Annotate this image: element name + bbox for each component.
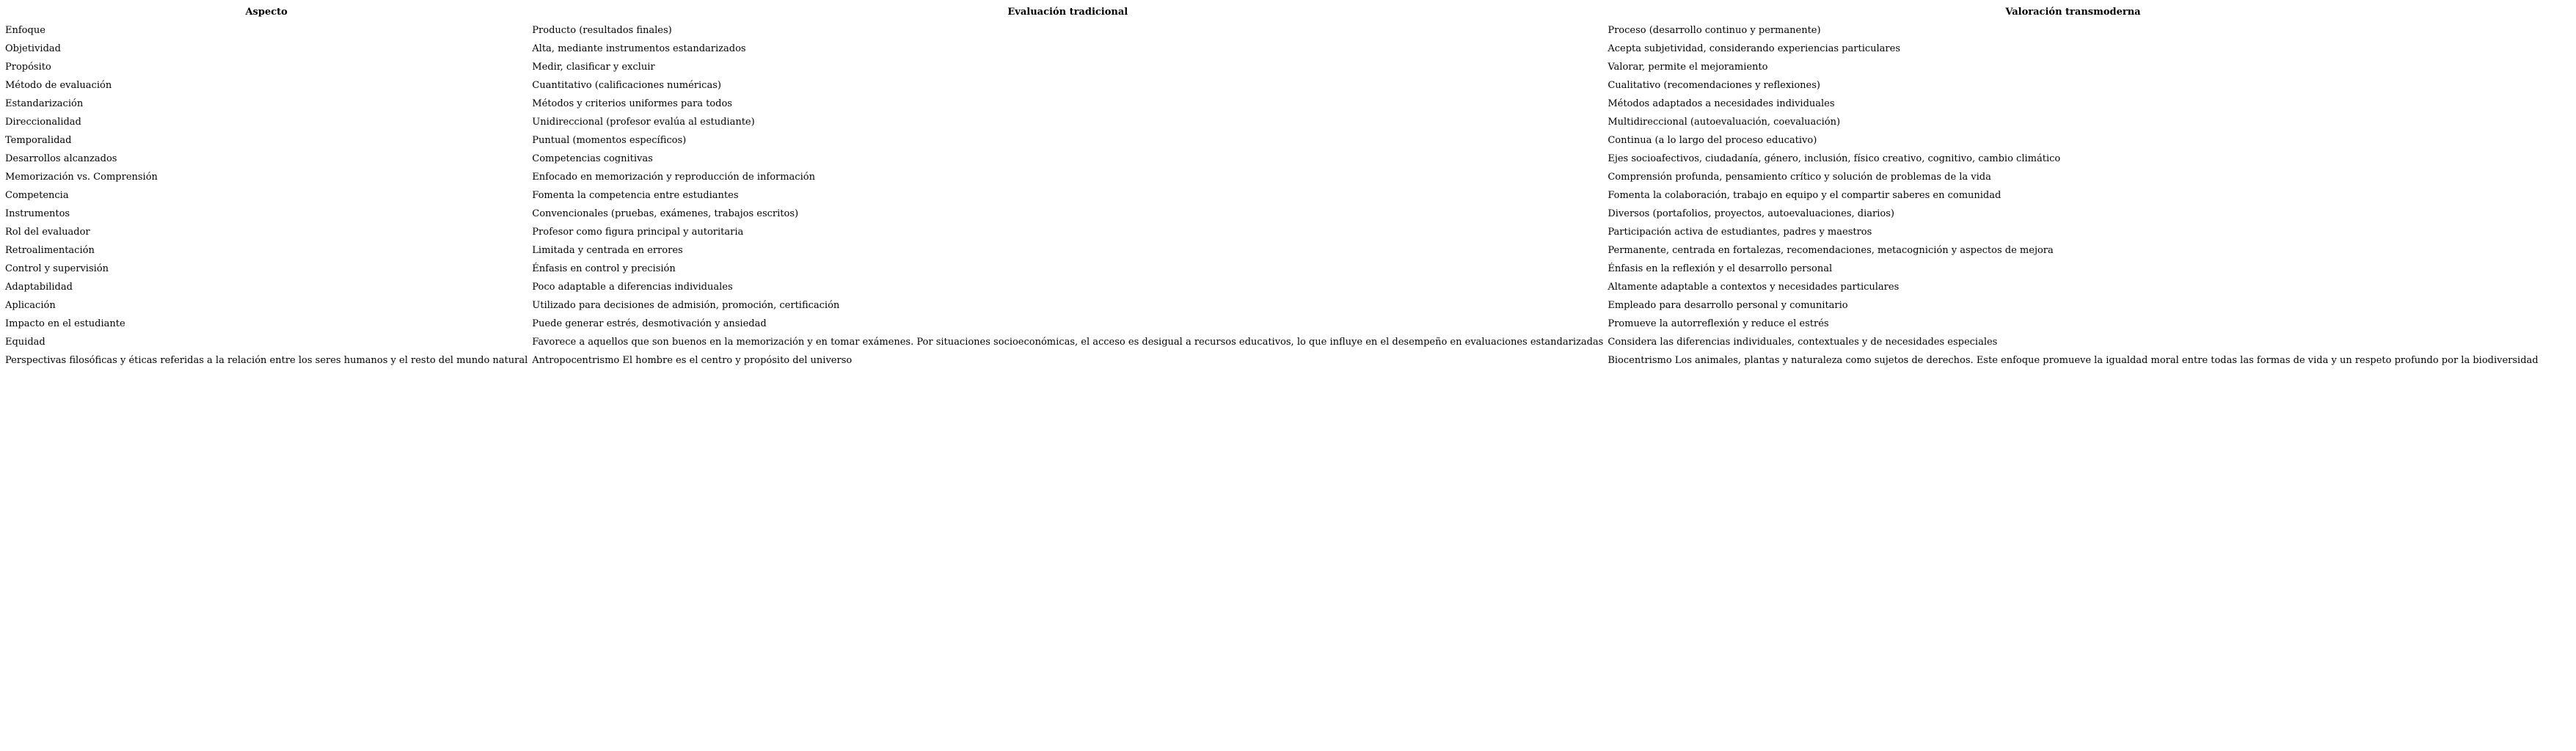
- cell-transmoderna: Métodos adaptados a necesidades individuales: [1608, 98, 1835, 109]
- cell-tradicional: Utilizado para decisiones de admisión, promoción, certificación: [532, 300, 840, 311]
- table-row: [3, 260, 2541, 278]
- cell-aspecto: Desarrollos alcanzados: [5, 153, 117, 164]
- header-evaluacion-tradicional: Evaluación tradicional: [1007, 7, 1128, 18]
- cell-tradicional: Favorece a aquellos que son buenos en la memorización y en tomar exámenes. Por situaciones socioeconómicas, el acceso es desigual a recursos educativos, lo que influye en el desempeño en evaluaciones estandarizadas: [532, 337, 1604, 348]
- cell-transmoderna: Permanente, centrada en fortalezas, recomendaciones, metacognición y aspectos de mejora: [1608, 245, 2054, 256]
- cell-aspecto: Impacto en el estudiante: [5, 318, 125, 329]
- table-row: [3, 113, 2541, 131]
- table-row: [3, 223, 2541, 241]
- cell-transmoderna: Fomenta la colaboración, trabajo en equipo y el compartir saberes en comunidad: [1608, 190, 2002, 201]
- cell-transmoderna: Considera las diferencias individuales, contextuales y de necesidades especiales: [1608, 337, 1998, 348]
- header-aspecto: Aspecto: [245, 7, 288, 18]
- table-header: [3, 4, 2541, 21]
- cell-aspecto: Direccionalidad: [5, 117, 81, 128]
- table-row: [3, 351, 2541, 370]
- cell-tradicional: Puntual (momentos específicos): [532, 135, 687, 146]
- cell-transmoderna: Empleado para desarrollo personal y comunitario: [1608, 300, 1848, 311]
- cell-transmoderna: Proceso (desarrollo continuo y permanente): [1608, 25, 1821, 36]
- table-row: [3, 150, 2541, 168]
- cell-transmoderna: Diversos (portafolios, proyectos, autoevaluaciones, diarios): [1608, 208, 1894, 219]
- table-row: [3, 205, 2541, 223]
- table-row: [3, 241, 2541, 260]
- cell-transmoderna: Acepta subjetividad, considerando experiencias particulares: [1608, 43, 1900, 54]
- cell-transmoderna: Valorar, permite el mejoramiento: [1608, 62, 1768, 73]
- cell-transmoderna: Ejes socioafectivos, ciudadanía, género, inclusión, físico creativo, cognitivo, cambio climático: [1608, 153, 2061, 164]
- cell-tradicional: Profesor como figura principal y autoritaria: [532, 227, 744, 238]
- table-row: [3, 131, 2541, 150]
- cell-transmoderna: Énfasis en la reflexión y el desarrollo personal: [1608, 263, 1833, 274]
- comparison-table: [3, 4, 2541, 370]
- cell-tradicional: Competencias cognitivas: [532, 153, 653, 164]
- cell-tradicional: Fomenta la competencia entre estudiantes: [532, 190, 739, 201]
- cell-aspecto: Método de evaluación: [5, 80, 112, 91]
- cell-aspecto: Adaptabilidad: [5, 282, 73, 293]
- table-row: [3, 21, 2541, 40]
- cell-aspecto: Enfoque: [5, 25, 45, 36]
- table-row: [3, 333, 2541, 351]
- cell-tradicional: Producto (resultados finales): [532, 25, 672, 36]
- table-row: [3, 40, 2541, 58]
- cell-aspecto: Propósito: [5, 62, 51, 73]
- cell-transmoderna: Cualitativo (recomendaciones y reflexiones): [1608, 80, 1820, 91]
- cell-aspecto: Aplicación: [5, 300, 56, 311]
- cell-tradicional: Convencionales (pruebas, exámenes, trabajos escritos): [532, 208, 799, 219]
- cell-aspecto: Instrumentos: [5, 208, 70, 219]
- cell-aspecto: Control y supervisión: [5, 263, 109, 274]
- cell-tradicional: Cuantitativo (calificaciones numéricas): [532, 80, 721, 91]
- cell-tradicional: Enfocado en memorización y reproducción de información: [532, 172, 815, 183]
- table-row: [3, 186, 2541, 205]
- table-row: [3, 278, 2541, 296]
- cell-tradicional: Medir, clasificar y excluir: [532, 62, 655, 73]
- table-body: [3, 21, 2541, 370]
- cell-transmoderna: Biocentrismo Los animales, plantas y naturaleza como sujetos de derechos. Este enfoque promueve la igualdad moral entre todas las formas de vida y un respeto profundo por la biodiversidad: [1608, 355, 2539, 366]
- table-row: [3, 296, 2541, 315]
- cell-aspecto: Estandarización: [5, 98, 84, 109]
- header-row: [3, 4, 2541, 21]
- cell-tradicional: Énfasis en control y precisión: [532, 263, 676, 274]
- cell-transmoderna: Promueve la autorreflexión y reduce el estrés: [1608, 318, 1829, 329]
- cell-tradicional: Alta, mediante instrumentos estandarizados: [532, 43, 746, 54]
- cell-transmoderna: Multidireccional (autoevaluación, coevaluación): [1608, 117, 1841, 128]
- cell-tradicional: Limitada y centrada en errores: [532, 245, 683, 256]
- table-row: [3, 315, 2541, 333]
- cell-tradicional: Antropocentrismo El hombre es el centro y propósito del universo: [532, 355, 853, 366]
- cell-tradicional: Métodos y criterios uniformes para todos: [532, 98, 732, 109]
- cell-aspecto: Rol del evaluador: [5, 227, 90, 238]
- cell-transmoderna: Altamente adaptable a contextos y necesidades particulares: [1608, 282, 1900, 293]
- table-row: [3, 168, 2541, 186]
- cell-transmoderna: Continua (a lo largo del proceso educativo): [1608, 135, 1817, 146]
- cell-transmoderna: Comprensión profunda, pensamiento crítico y solución de problemas de la vida: [1608, 172, 1991, 183]
- cell-tradicional: Puede generar estrés, desmotivación y ansiedad: [532, 318, 767, 329]
- cell-tradicional: Unidireccional (profesor evalúa al estudiante): [532, 117, 755, 128]
- cell-aspecto: Competencia: [5, 190, 69, 201]
- cell-aspecto: Memorización vs. Comprensión: [5, 172, 158, 183]
- cell-transmoderna: Participación activa de estudiantes, padres y maestros: [1608, 227, 1872, 238]
- table-row: [3, 76, 2541, 95]
- table-row: [3, 95, 2541, 113]
- cell-tradicional: Poco adaptable a diferencias individuales: [532, 282, 733, 293]
- cell-aspecto: Temporalidad: [5, 135, 72, 146]
- cell-aspecto: Equidad: [5, 337, 45, 348]
- header-valoracion-transmoderna: Valoración transmoderna: [2005, 7, 2141, 18]
- table-row: [3, 58, 2541, 76]
- cell-aspecto: Perspectivas filosóficas y éticas referidas a la relación entre los seres humanos y el resto del mundo natural: [5, 355, 528, 366]
- cell-aspecto: Objetividad: [5, 43, 61, 54]
- cell-aspecto: Retroalimentación: [5, 245, 95, 256]
